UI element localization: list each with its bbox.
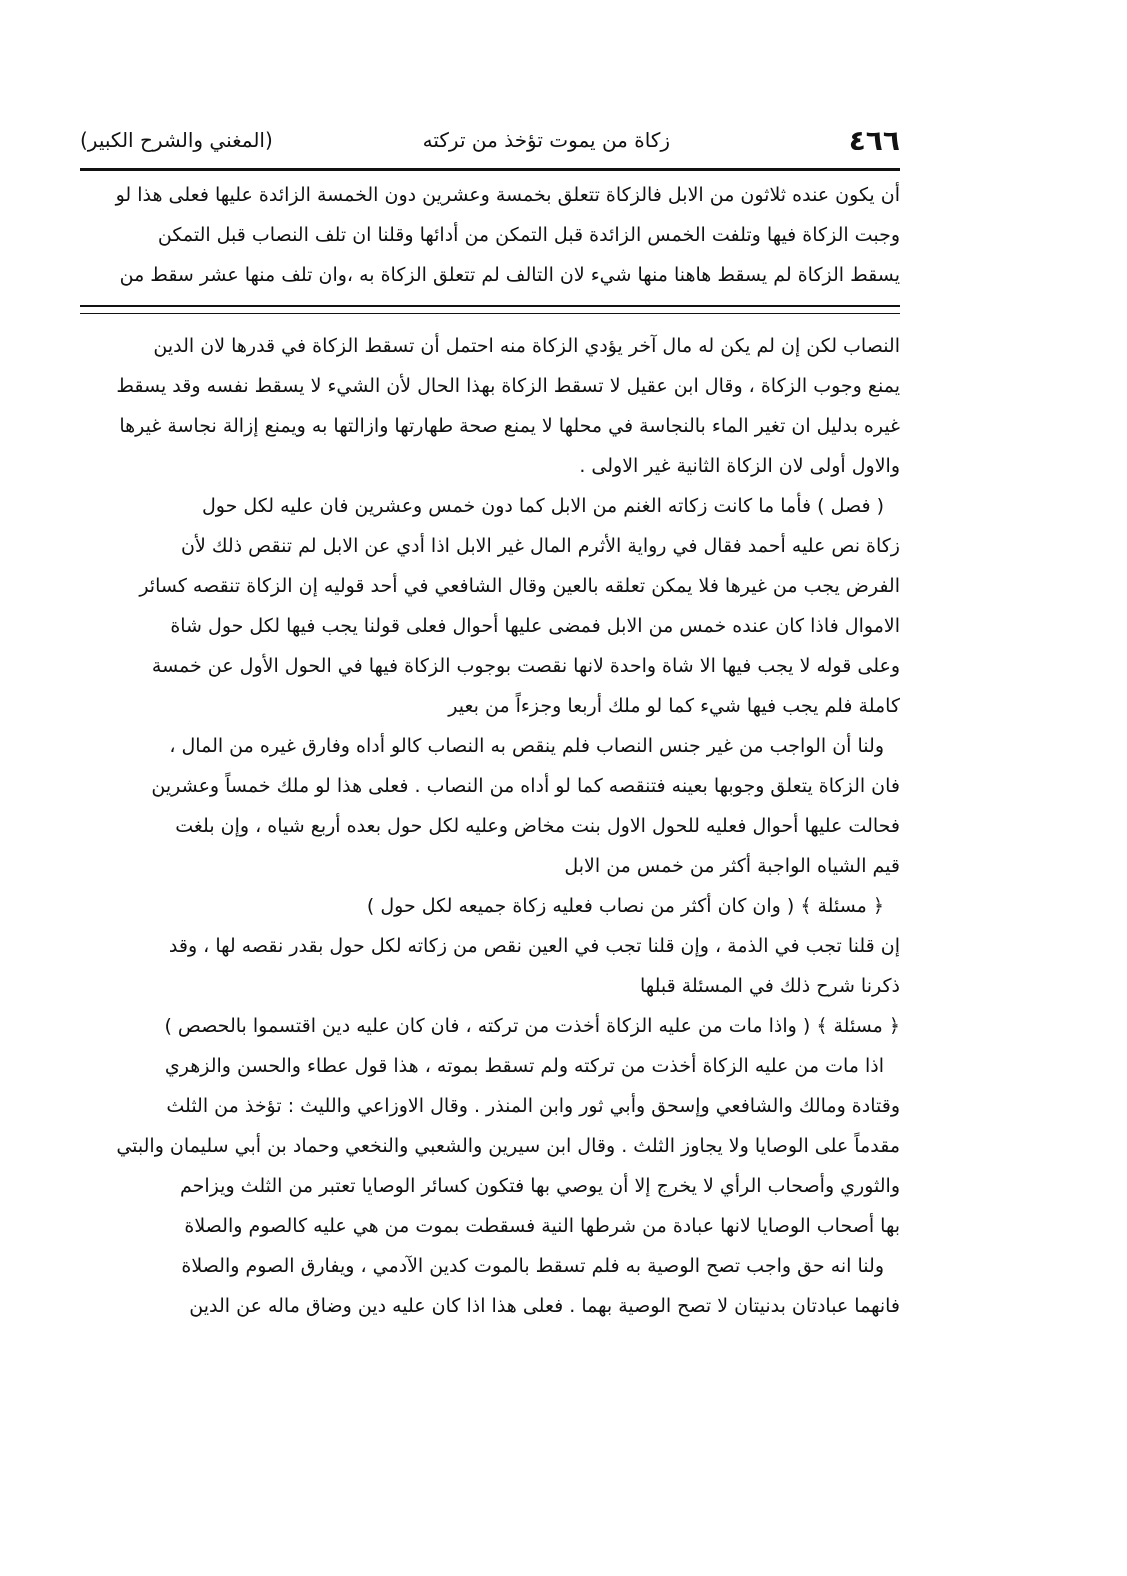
page-header [80,120,900,171]
issue-heading-line: ﴿ مسئلة ﴾ ( وان كان أكثر من نصاب فعليه زكاة جميعه لكل حول ) [366,895,884,917]
text-line: فحالت عليها أحوال فعليه للحول الاول بنت مخاض وعليه لكل حول بعده أربع شياه ، وإن بلغت [175,815,900,837]
text-line: غيره بدليل ان تغير الماء بالنجاسة في محلها لا يمنع صحة طهارتها وازالتها به ويمنع إزالة نجاسة غيرها [119,415,900,437]
bottom-text-block [80,326,900,1326]
section-heading-line: ( فصل ) فأما ما كانت زكاته الغنم من الابل كما دون خمس وعشرين فان عليه لكل حول [201,495,884,517]
text-line: ولنا أن الواجب من غير جنس النصاب فلم ينقص به النصاب كالو أداه وفارق غيره من المال ، [169,735,884,757]
text-line: والثوري وأصحاب الرأي لا يخرج إلا أن يوصي بها فتكون كسائر الوصايا تعتبر من الثلث ويزاحم [180,1175,900,1197]
text-line: زكاة نص عليه أحمد فقال في رواية الأثرم المال غير الابل اذا أدي عن الابل لم تنقص ذلك لأن [181,535,900,557]
text-line: الاموال فاذا كان عنده خمس من الابل فمضى عليها أحوال فعلى قولنا يجب فيها لكل حول شاة [170,615,900,637]
text-line: يسقط الزكاة لم يسقط هاهنا منها شيء لان التالف لم تتعلق الزكاة به ،وان تلف منها عشر سقط من [119,264,900,286]
page-number: ٤٦٦ [848,124,900,157]
text-line: كاملة فلم يجب فيها شيء كما لو ملك أربعا وجزءاً من بعير [448,695,900,717]
running-title: زكاة من يموت تؤخذ من تركته [422,128,670,152]
text-line: وقتادة ومالك والشافعي وإسحق وأبي ثور وابن المنذر . وقال الاوزاعي والليث : تؤخذ من الثلث [166,1095,900,1117]
text-line: وعلى قوله لا يجب فيها الا شاة واحدة لانها نقصت بوجوب الزكاة فيها في الحول الأول عن خمسة [151,655,900,677]
text-line: اذا مات من عليه الزكاة أخذت من تركته ولم تسقط بموته ، هذا قول عطاء والحسن والزهري [164,1055,884,1077]
text-line: قيم الشياه الواجبة أكثر من خمس من الابل [564,855,900,877]
top-text-block [80,175,900,295]
text-line: ذكرنا شرح ذلك في المسئلة قبلها [640,975,900,997]
text-line: الفرض يجب من غيرها فلا يمكن تعلقه بالعين وقال الشافعي في أحد قوليه إن الزكاة تنقصه كسائر [139,575,900,597]
text-line: إن قلنا تجب في الذمة ، وإن قلنا تجب في العين نقص من زكاته لكل حول بقدر نقصه لها ، وقد [168,935,900,957]
text-line: بها أصحاب الوصايا لانها عبادة من شرطها النية فسقطت بموت من هي عليه كالصوم والصلاة [184,1215,900,1237]
issue-heading-line: ﴿ مسئلة ﴾ ( واذا مات من عليه الزكاة أخذت من تركته ، فان كان عليه دين اقتسموا بالحصص ) [164,1015,900,1037]
text-line: أن يكون عنده ثلاثون من الابل فالزكاة تتعلق بخمسة وعشرين دون الخمسة الزائدة عليها فعلى هذا لو [115,184,900,206]
text-line: يمنع وجوب الزكاة ، وقال ابن عقيل لا تسقط الزكاة بهذا الحال لأن الشيء لا يسقط نفسه وقد يسقط [116,375,900,397]
text-line: فان الزكاة يتعلق وجوبها بعينه فتنقصه كما لو أداه من النصاب . فعلى هذا لو ملك خمساً وعشرين [151,775,900,797]
book-title: (المغني والشرح الكبير) [80,128,273,152]
document-page [80,120,900,1326]
text-line: وجبت الزكاة فيها وتلفت الخمس الزائدة قبل التمكن من أدائها وقلنا ان تلف النصاب قبل التمكن [157,224,900,246]
text-line: فانهما عبادتان بدنيتان لا تصح الوصية بهما . فعلى هذا اذا كان عليه دين وضاق ماله عن الدين [189,1295,900,1317]
text-line: والاول أولى لان الزكاة الثانية غير الاولى . [579,455,900,477]
text-line: ولنا انه حق واجب تصح الوصية به فلم تسقط بالموت كدين الآدمي ، ويفارق الصوم والصلاة [181,1255,884,1277]
text-line: النصاب لكن إن لم يكن له مال آخر يؤدي الزكاة منه احتمل أن تسقط الزكاة في قدرها لان الدين [153,335,900,357]
text-line: مقدماً على الوصايا ولا يجاوز الثلث . وقال ابن سيرين والشعبي والنخعي وحماد بن أبي سليمان والبتي [116,1135,900,1157]
double-rule-divider [80,305,900,314]
